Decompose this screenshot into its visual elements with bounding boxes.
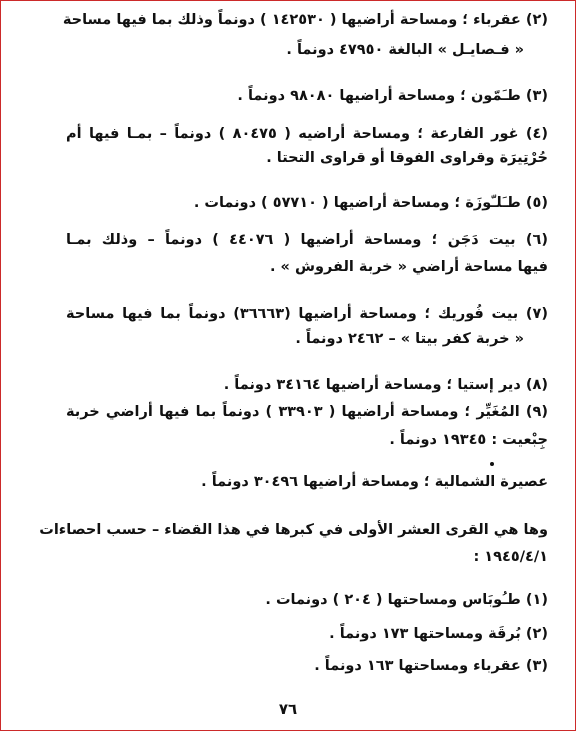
text-line: « خربة كفر بيتا » – ٢٤٦٢ دونماً . — [295, 331, 524, 347]
text-line: فيها مساحة أراضي « خربة الفروش » . — [270, 259, 548, 275]
text-line: (٤) غور الفارعة ؛ ومساحة أراضيه ( ٨٠٤٧٥ ) دونماً – بمـا فيها أم — [66, 126, 548, 142]
text-line: (٩) المُغَيِّر ؛ ومساحة أراضيها ( ٣٣٩٠٣ ) دونماً بما فيها أراضي خربة — [66, 404, 548, 420]
text-line: (٦) بيت دَجَن ؛ ومساحة أراضيها ( ٤٤٠٧٦ ) دونماً – وذلك بمـا — [66, 232, 548, 248]
text-line: (٣) طـَمّون ؛ ومساحة أراضيها ٩٨٠٨٠ دونماً . — [237, 88, 548, 104]
text-line: ١٩٤٥/٤/١ : — [473, 549, 548, 565]
text-line: عصيرة الشمالية ؛ ومساحة أراضيها ٣٠٤٩٦ دونماً . — [201, 474, 548, 490]
text-line: حُرْتِيرَة وقراوى الفوقا أو قراوى التحتا . — [266, 150, 548, 166]
text-line: (٥) طـَلـّوزَة ؛ ومساحة أراضيها ( ٥٧٧١٠ ) دونمات . — [193, 195, 548, 211]
page-number: ٧٦ — [278, 700, 298, 718]
text-line: (٧) بيت فُوريك ؛ ومساحة أراضيها (٣٦٦٦٣) دونماً بما فيها مساحة — [66, 306, 548, 322]
text-line: جِبْعيت : ١٩٣٤٥ دونماً . — [389, 432, 548, 448]
text-line: وها هي القرى العشر الأولى في كبرها في هذا القضاء – حسب احصاءات — [39, 522, 548, 538]
text-line: (١) طـُوبَاس ومساحتها ( ٢٠٤ ) دونمات . — [265, 592, 548, 608]
text-line: (٨) دير إستيا ؛ ومساحة أراضيها ٣٤١٦٤ دونماً . — [223, 377, 548, 393]
text-line: (٣) عقرباء ومساحتها ١٦٣ دونماً . — [314, 658, 548, 674]
document-page — [8, 0, 568, 731]
text-line: « فـصايـل » البالغة ٤٧٩٥٠ دونماً . — [286, 42, 524, 58]
text-line: (٢) بُرقَة ومساحتها ١٧٣ دونماً . — [329, 626, 548, 642]
text-line: (٢) عقرباء ؛ ومساحة أراضيها ( ١٤٢٥٣٠ ) دونماً وذلك بما فيها مساحة — [62, 12, 548, 28]
stray-dot — [490, 462, 494, 466]
